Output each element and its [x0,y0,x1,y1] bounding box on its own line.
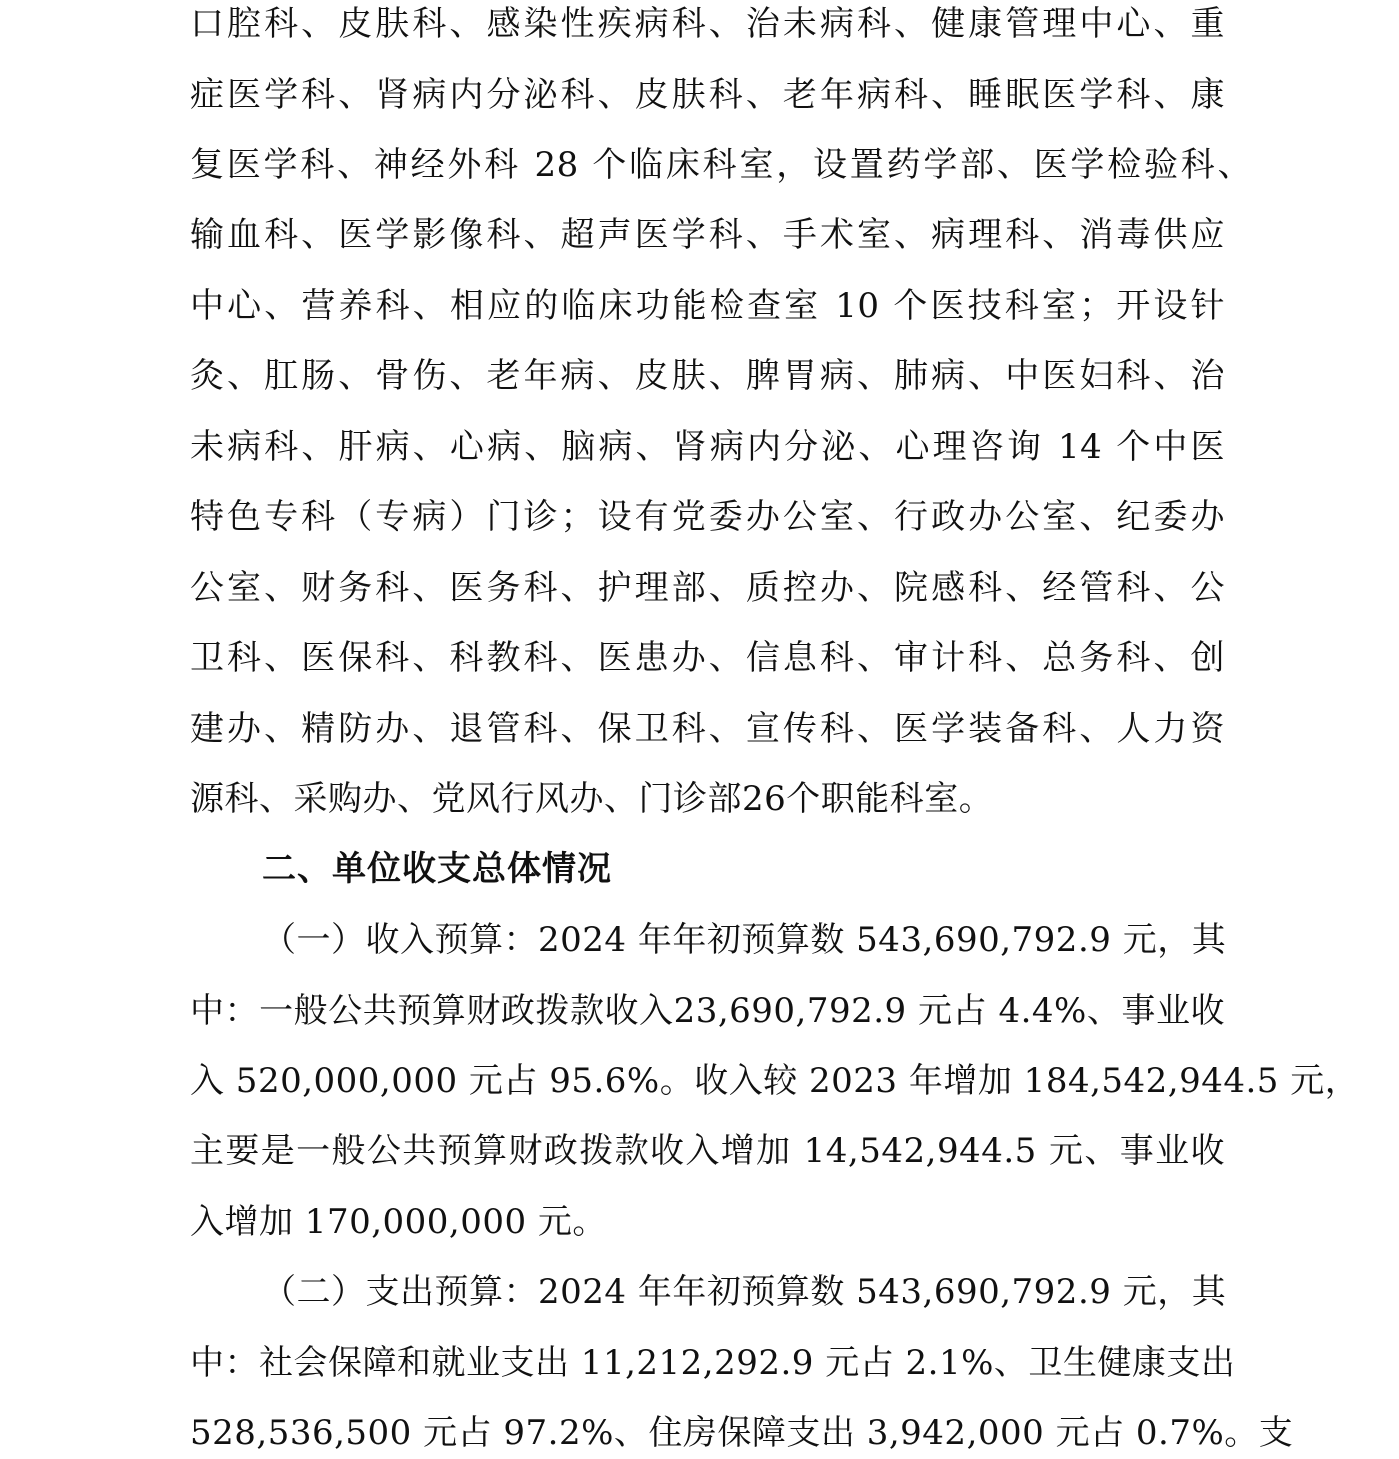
body-line-11: 建办、精防办、退管科、保卫科、宣传科、医学装备科、人力资 [190,709,1225,749]
expense-line-2: 中：社会保障和就业支出 11,212,292.9 元占 2.1%、卫生健康支出 [190,1343,1236,1383]
body-line-8: 特色专科（专病）门诊；设有党委办公室、行政办公室、纪委办 [190,497,1225,537]
income-line-1: （一）收入预算：2024 年年初预算数 543,690,792.9 元，其 [262,920,1227,960]
body-line-10: 卫科、医保科、科教科、医患办、信息科、审计科、总务科、创 [190,638,1225,678]
body-line-9: 公室、财务科、医务科、护理部、质控办、院感科、经管科、公 [190,568,1225,608]
body-line-5: 中心、营养科、相应的临床功能检查室 10 个医技科室；开设针 [190,286,1225,326]
body-line-7: 未病科、肝病、心病、脑病、肾病内分泌、心理咨询 14 个中医 [190,427,1225,467]
body-line-3: 复医学科、神经外科 28 个临床科室，设置药学部、医学检验科、 [190,145,1252,185]
income-line-2: 中：一般公共预算财政拨款收入23,690,792.9 元占 4.4%、事业收 [190,991,1225,1031]
expense-line-1: （二）支出预算：2024 年年初预算数 543,690,792.9 元，其 [262,1272,1227,1312]
section-heading: 二、单位收支总体情况 [262,849,612,889]
income-line-3: 入 520,000,000 元占 95.6%。收入较 2023 年增加 184,542,944.5 元， [190,1061,1360,1101]
body-line-12: 源科、采购办、党风行风办、门诊部26个职能科室。 [190,779,994,819]
body-line-2: 症医学科、肾病内分泌科、皮肤科、老年病科、睡眠医学科、康 [190,75,1225,115]
body-line-6: 灸、肛肠、骨伤、老年病、皮肤、脾胃病、肺病、中医妇科、治 [190,356,1225,396]
body-line-1: 口腔科、皮肤科、感染性疾病科、治未病科、健康管理中心、重 [190,4,1225,44]
expense-line-3: 528,536,500 元占 97.2%、住房保障支出 3,942,000 元占 0.7%。支 [190,1413,1294,1453]
body-line-4: 输血科、医学影像科、超声医学科、手术室、病理科、消毒供应 [190,215,1225,255]
income-line-5: 入增加 170,000,000 元。 [190,1202,607,1242]
income-line-4: 主要是一般公共预算财政拨款收入增加 14,542,944.5 元、事业收 [190,1131,1225,1171]
